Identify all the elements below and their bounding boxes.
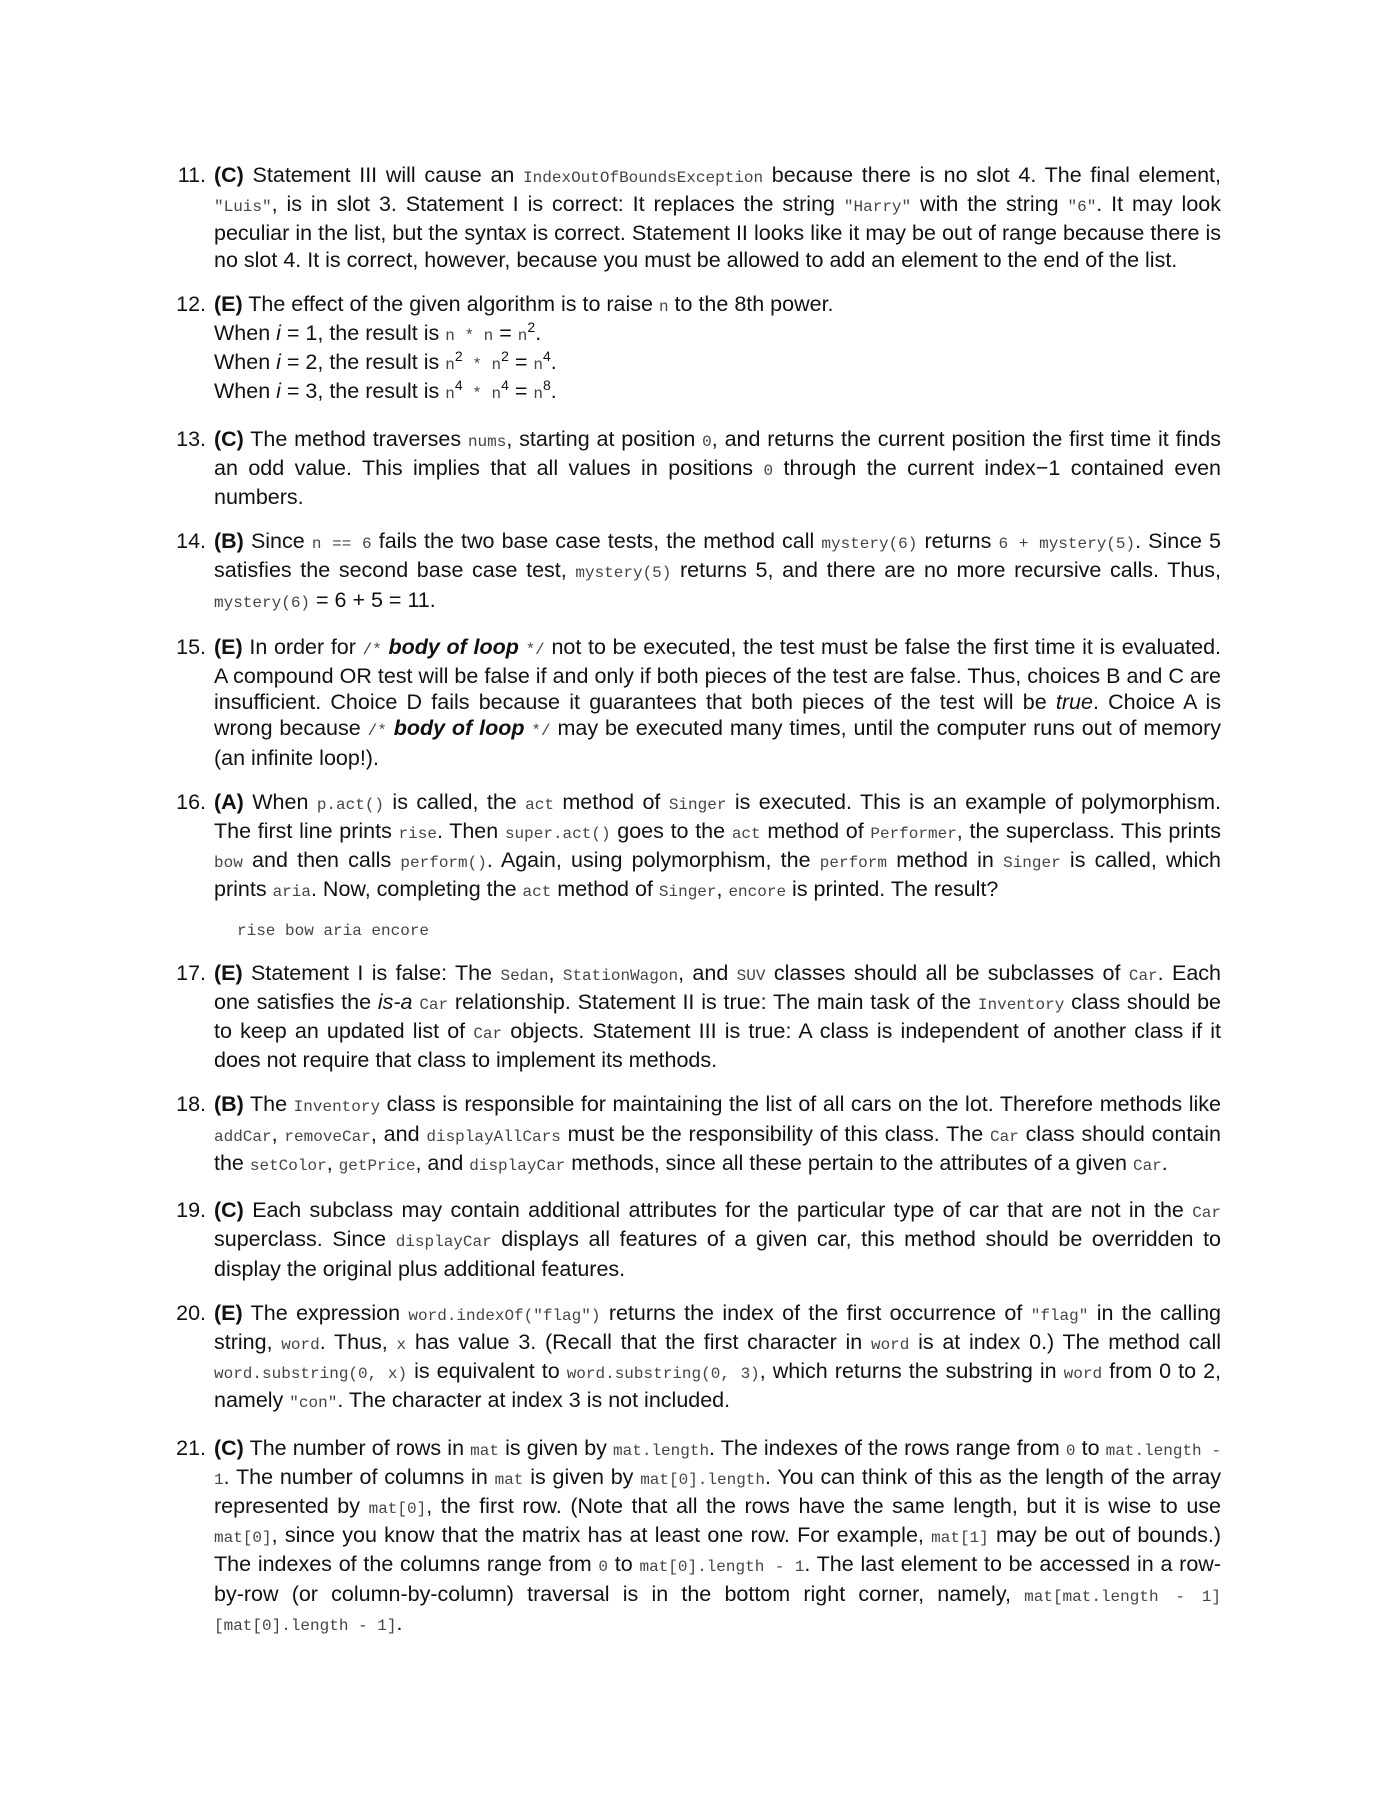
text-run: , and <box>370 1121 427 1146</box>
inline-code: Singer <box>668 795 727 814</box>
inline-code: x <box>396 1335 407 1354</box>
explanation-text <box>214 291 1221 408</box>
text-run: The method traverses <box>243 426 468 451</box>
text-run: . Then <box>436 819 505 844</box>
text-run: through the current index−1 contained even numbers. <box>214 455 1221 510</box>
text-run: Statement III will cause an <box>243 163 524 187</box>
explanation-text <box>214 1435 1221 1639</box>
text-run: . The indexes of the rows range from <box>709 1435 1066 1460</box>
text-run: methods, since all these pertain to the attributes of a given <box>565 1150 1133 1175</box>
superscript: 4 <box>501 377 509 394</box>
italic-text: is-a <box>377 989 413 1014</box>
text-run: . Thus, <box>319 1329 397 1354</box>
result-line <box>214 349 1221 378</box>
inline-code: */ <box>525 640 545 659</box>
inline-code: mat.length - 1 <box>214 1441 1221 1489</box>
inline-code: mat[0] <box>214 1529 272 1548</box>
inline-code: "con" <box>289 1394 338 1413</box>
inline-code: "6" <box>1067 198 1097 217</box>
answer-letter: (C) <box>214 1198 244 1223</box>
inline-code: perform <box>819 854 887 873</box>
inline-code: 0 <box>1065 1441 1076 1460</box>
inline-code: mat[1] <box>931 1529 989 1548</box>
inline-code: Singer <box>658 883 717 902</box>
inline-code: mat[0].length <box>640 1470 766 1489</box>
inline-code: n <box>445 356 455 375</box>
inline-code: mat.length <box>613 1441 710 1460</box>
explanation-text <box>214 528 1221 616</box>
superscript: 2 <box>454 348 463 365</box>
text-run <box>382 635 389 659</box>
text-run: The <box>243 1092 294 1117</box>
inline-code: n * n <box>445 327 494 346</box>
text-run: and then calls <box>242 848 401 873</box>
text-run: , and returns the current position the first time it finds an odd value. This implies that all values in positions <box>214 426 1221 480</box>
inline-code: "flag" <box>1030 1306 1089 1325</box>
text-run: may be out of bounds.) The indexes of the columns range from <box>214 1523 1221 1577</box>
text-run: . It may look peculiar in the list, but the syntax is correct. Statement II looks like it may be out of range because there is no slot 4. It is correct, however, because you must be allowed to add an element to the end of the list. <box>214 192 1222 272</box>
answer-letter: (E) <box>214 960 243 985</box>
text-run: returns the index of the first occurrence of <box>600 1300 1031 1325</box>
text-run: returns <box>917 529 999 554</box>
inline-code: word <box>281 1335 320 1354</box>
question-number: 20. <box>176 1300 206 1325</box>
text-run: , since you know that the matrix has at least one row. For example, <box>271 1523 932 1548</box>
text-run: method of <box>760 819 871 844</box>
explanation-text <box>214 162 1221 273</box>
text-run: . <box>550 379 557 404</box>
inline-code: word.substring(0, 3) <box>566 1365 760 1384</box>
inline-code: word <box>1063 1365 1103 1384</box>
inline-code: displayCar <box>469 1156 566 1175</box>
text-run: is given by <box>523 1464 641 1489</box>
inline-code: Car <box>1132 1156 1162 1175</box>
question-number: 12. <box>176 291 206 316</box>
answer-item <box>170 1435 1221 1639</box>
inline-code: encore <box>728 883 787 902</box>
question-number: 13. <box>176 426 206 451</box>
inline-code: "Harry" <box>843 198 912 217</box>
text-run: to <box>608 1552 640 1577</box>
code-output-block: rise bow aria encore <box>237 921 430 940</box>
question-number: 11. <box>177 163 206 187</box>
inline-code: mat <box>494 1470 524 1489</box>
text-run: When <box>214 350 277 375</box>
text-run: = 3, the result is <box>280 379 446 404</box>
inline-code: mat[0] <box>368 1499 427 1518</box>
text-run: , starting at position <box>506 426 703 451</box>
superscript: 2 <box>501 348 509 365</box>
inline-code: "Luis" <box>214 198 272 217</box>
inline-code: Car <box>1192 1204 1221 1223</box>
text-run: , the first row. (Note that all the rows have the same length, but it is wise to use <box>426 1493 1221 1518</box>
text-run: . Choice A is wrong because <box>214 690 1221 741</box>
text-run: = <box>508 379 534 404</box>
inline-code: displayAllCars <box>426 1127 561 1146</box>
text-run: , the superclass. This prints <box>956 819 1221 844</box>
explanation-text <box>214 960 1221 1074</box>
inline-code: StationWagon <box>562 966 679 985</box>
inline-code: word <box>870 1335 910 1354</box>
inline-code: mat <box>470 1441 499 1460</box>
text-run: because there is no slot 4. The final element, <box>763 163 1221 187</box>
inline-code: /* <box>362 640 382 659</box>
inline-code: word.indexOf("flag") <box>408 1306 601 1325</box>
answer-item <box>170 1300 1221 1417</box>
text-run: = 1, the result is <box>280 321 446 346</box>
text-run: . Since 5 satisfies the second base case test, <box>214 529 1222 583</box>
inline-code: Car <box>990 1127 1019 1146</box>
answer-letter: (E) <box>214 634 243 659</box>
inline-code: n <box>533 385 543 404</box>
inline-code: n == 6 <box>311 535 372 554</box>
text-run: When <box>214 379 277 404</box>
inline-code: */ <box>531 722 551 741</box>
text-run: . <box>535 321 542 346</box>
superscript: 2 <box>527 318 536 335</box>
text-run: , <box>271 1121 285 1146</box>
text-run: , and <box>678 960 737 985</box>
answer-item <box>170 1091 1221 1179</box>
text-run: , is in slot 3. Statement I is correct: It replaces the string <box>271 192 844 217</box>
inline-code: Car <box>419 995 449 1014</box>
bold-italic-text: body of loop <box>388 634 519 659</box>
text-run: superclass. Since <box>214 1227 396 1252</box>
inline-code: 6 + mystery(5) <box>998 535 1136 554</box>
bold-italic-text: body of loop <box>393 716 525 741</box>
inline-code: nums <box>467 432 507 451</box>
text-run: method of <box>553 789 669 814</box>
explanation-text <box>214 634 1221 771</box>
text-run: to <box>1075 1435 1106 1460</box>
inline-code: 0 <box>598 1558 609 1577</box>
answer-letter: (A) <box>214 789 244 814</box>
question-number: 15. <box>176 634 206 659</box>
explanation-text <box>214 426 1221 511</box>
text-run: In order for <box>242 634 363 659</box>
inline-code: * n <box>462 385 502 404</box>
text-run: , <box>548 960 563 985</box>
text-run: Each subclass may contain additional attributes for the particular type of car that are not in the <box>243 1198 1193 1223</box>
inline-code: super.act() <box>504 825 611 844</box>
text-run: , which returns the substring in <box>759 1359 1064 1384</box>
text-run: has value 3. (Recall that the first character in <box>406 1329 871 1354</box>
question-number: 14. <box>176 529 206 554</box>
answer-letter: (B) <box>214 1092 244 1117</box>
text-run: fails the two base case tests, the method call <box>371 529 822 554</box>
text-run: The effect of the given algorithm is to raise <box>242 291 659 316</box>
text-run: = 6 + 5 = 11. <box>310 587 436 612</box>
inline-code: removeCar <box>284 1127 371 1146</box>
text-run: method in <box>886 848 1004 873</box>
text-run: is equivalent to <box>407 1359 567 1384</box>
text-run: classes should all be subclasses of <box>765 960 1129 985</box>
text-run: returns 5, and there are no more recursive calls. Thus, <box>671 558 1221 583</box>
answer-letter: (B) <box>214 529 244 554</box>
inline-code: n <box>445 385 455 404</box>
text-run: with the string <box>911 192 1068 217</box>
inline-code: Car <box>1128 966 1158 985</box>
italic-text: true <box>1055 690 1093 715</box>
question-number: 18. <box>176 1092 206 1117</box>
text-run: . Now, completing the <box>310 877 523 902</box>
text-run: is at index 0.) The method call <box>909 1329 1222 1354</box>
text-run: is called, which prints <box>214 848 1221 902</box>
text-run: = <box>493 321 518 346</box>
inline-code: setColor <box>249 1156 327 1175</box>
text-run: . Each one satisfies the <box>214 960 1222 1014</box>
answer-letter: (C) <box>214 1435 244 1460</box>
question-number: 16. <box>176 789 206 814</box>
inline-code: act <box>522 883 552 902</box>
text-run: may be executed many times, until the computer runs out of memory (an infinite loop!). <box>214 716 1222 770</box>
text-run: class should be to keep an updated list of <box>214 989 1221 1044</box>
text-run: is printed. The result? <box>786 877 999 902</box>
inline-code: mystery(6) <box>214 593 311 612</box>
result-line <box>214 320 1221 349</box>
text-run: . <box>1161 1150 1168 1175</box>
superscript: 4 <box>454 377 463 394</box>
text-run: class is responsible for maintaining the list of all cars on the lot. Therefore methods like <box>380 1092 1222 1117</box>
inline-code: n <box>533 356 543 375</box>
text-run: , <box>716 877 729 902</box>
inline-code: mystery(6) <box>821 535 918 554</box>
question-number: 21. <box>176 1435 206 1460</box>
inline-code: * n <box>462 356 502 375</box>
text-run: . The last element to be accessed in a row-by-row (or column-by-column) traversal is in the bottom right corner, namely, <box>214 1552 1221 1606</box>
text-run: , and <box>415 1150 470 1175</box>
superscript: 4 <box>542 348 551 365</box>
text-run: to the 8th power. <box>668 291 834 316</box>
answer-letter: (E) <box>214 1300 243 1325</box>
inline-code: IndexOutOfBoundsException <box>523 169 764 187</box>
text-run: . You can think of this as the length of the array represented by <box>214 1464 1221 1518</box>
inline-code: rise <box>398 825 437 844</box>
answer-item <box>170 789 1221 906</box>
question-number: 17. <box>176 960 206 985</box>
inline-code: perform() <box>400 854 487 873</box>
text-run: = <box>508 350 534 375</box>
answer-item <box>170 291 1221 408</box>
inline-code: mat[0].length - 1 <box>639 1558 805 1577</box>
inline-code: mat[mat.length - 1][mat[0].length - 1] <box>214 1587 1221 1635</box>
answer-item <box>170 1197 1221 1282</box>
inline-code: mystery(5) <box>575 564 672 583</box>
inline-code: act <box>525 795 554 814</box>
superscript: 8 <box>542 377 551 394</box>
text-run: , <box>326 1150 339 1175</box>
text-run: . <box>396 1610 403 1635</box>
inline-code: displayCar <box>395 1233 492 1252</box>
text-run: . <box>550 350 557 375</box>
inline-code: word.substring(0, x) <box>214 1365 408 1384</box>
text-run: The number of rows in <box>243 1435 471 1460</box>
text-run: Statement I is false: The <box>242 960 501 985</box>
inline-code: getPrice <box>338 1156 416 1175</box>
answer-item <box>170 162 1221 273</box>
text-run: . The character at index 3 is not included. <box>337 1388 731 1413</box>
text-run: not to be executed, the test must be false the first time it is evaluated. A compound OR test will be false if and only if both pieces of the test are false. Thus, choices B and C are insufficient. Choice D fails because it guarantees that both pieces of the test will be <box>214 634 1222 715</box>
inline-code: addCar <box>214 1127 272 1146</box>
text-run: must be the responsibility of this class. The <box>560 1121 991 1146</box>
inline-code: Sedan <box>500 966 549 985</box>
answer-letter: (E) <box>214 291 243 316</box>
text-run: is called, the <box>384 789 526 814</box>
text-run: . Again, using polymorphism, the <box>486 848 820 873</box>
answer-explanations-list <box>170 162 1221 1657</box>
text-run: objects. Statement III is true: A class is independent of another class if it does not require that class to implement its methods. <box>214 1019 1221 1073</box>
text-run: goes to the <box>610 819 732 844</box>
text-run: from 0 to 2, namely <box>214 1359 1222 1413</box>
text-run <box>387 716 394 740</box>
text-run: When <box>214 321 277 346</box>
inline-code: Inventory <box>977 995 1065 1014</box>
inline-code: bow <box>214 854 243 873</box>
inline-code: Car <box>473 1025 503 1044</box>
italic-text: i <box>276 379 281 404</box>
text-run: class should contain the <box>214 1121 1222 1175</box>
answer-item <box>170 528 1221 616</box>
explanation-text <box>214 789 1221 906</box>
explanation-text <box>214 1300 1221 1417</box>
text-run: is given by <box>498 1435 614 1460</box>
text-run: is executed. This is an example of polymorphism. The first line prints <box>214 789 1221 844</box>
text-run: displays all features of a given car, this method should be overridden to display the original plus additional features. <box>214 1227 1221 1281</box>
text-run: The expression <box>242 1300 409 1325</box>
text-run: Since <box>243 529 312 554</box>
text-run: method of <box>551 877 659 902</box>
answer-item <box>170 960 1221 1074</box>
text-run: relationship. Statement II is true: The main task of the <box>448 989 978 1014</box>
result-line <box>214 378 1221 407</box>
answer-letter: (C) <box>214 163 244 187</box>
text-run: When <box>243 789 317 814</box>
inline-code: p.act() <box>316 795 385 814</box>
text-run <box>519 635 526 659</box>
text-run: . The number of columns in <box>223 1464 495 1489</box>
inline-code: /* <box>367 722 387 741</box>
question-number: 19. <box>176 1198 206 1223</box>
answer-item <box>170 426 1221 511</box>
explanation-text <box>214 1091 1221 1179</box>
italic-text: i <box>276 321 281 346</box>
italic-text: i <box>276 350 281 375</box>
inline-code: n <box>517 327 528 346</box>
answer-item <box>170 634 1221 771</box>
inline-code: 0 <box>763 461 774 480</box>
inline-code: act <box>731 825 761 844</box>
inline-code: SUV <box>736 966 766 985</box>
inline-code: Inventory <box>293 1098 381 1117</box>
text-run: in the calling string, <box>214 1300 1222 1354</box>
text-run: = 2, the result is <box>280 350 446 375</box>
answer-letter: (C) <box>214 426 244 451</box>
inline-code: aria <box>272 883 311 902</box>
inline-code: n <box>658 297 669 316</box>
explanation-text <box>214 1197 1221 1282</box>
inline-code: Singer <box>1003 854 1061 873</box>
inline-code: 0 <box>702 432 712 451</box>
inline-code: Performer <box>870 825 957 844</box>
